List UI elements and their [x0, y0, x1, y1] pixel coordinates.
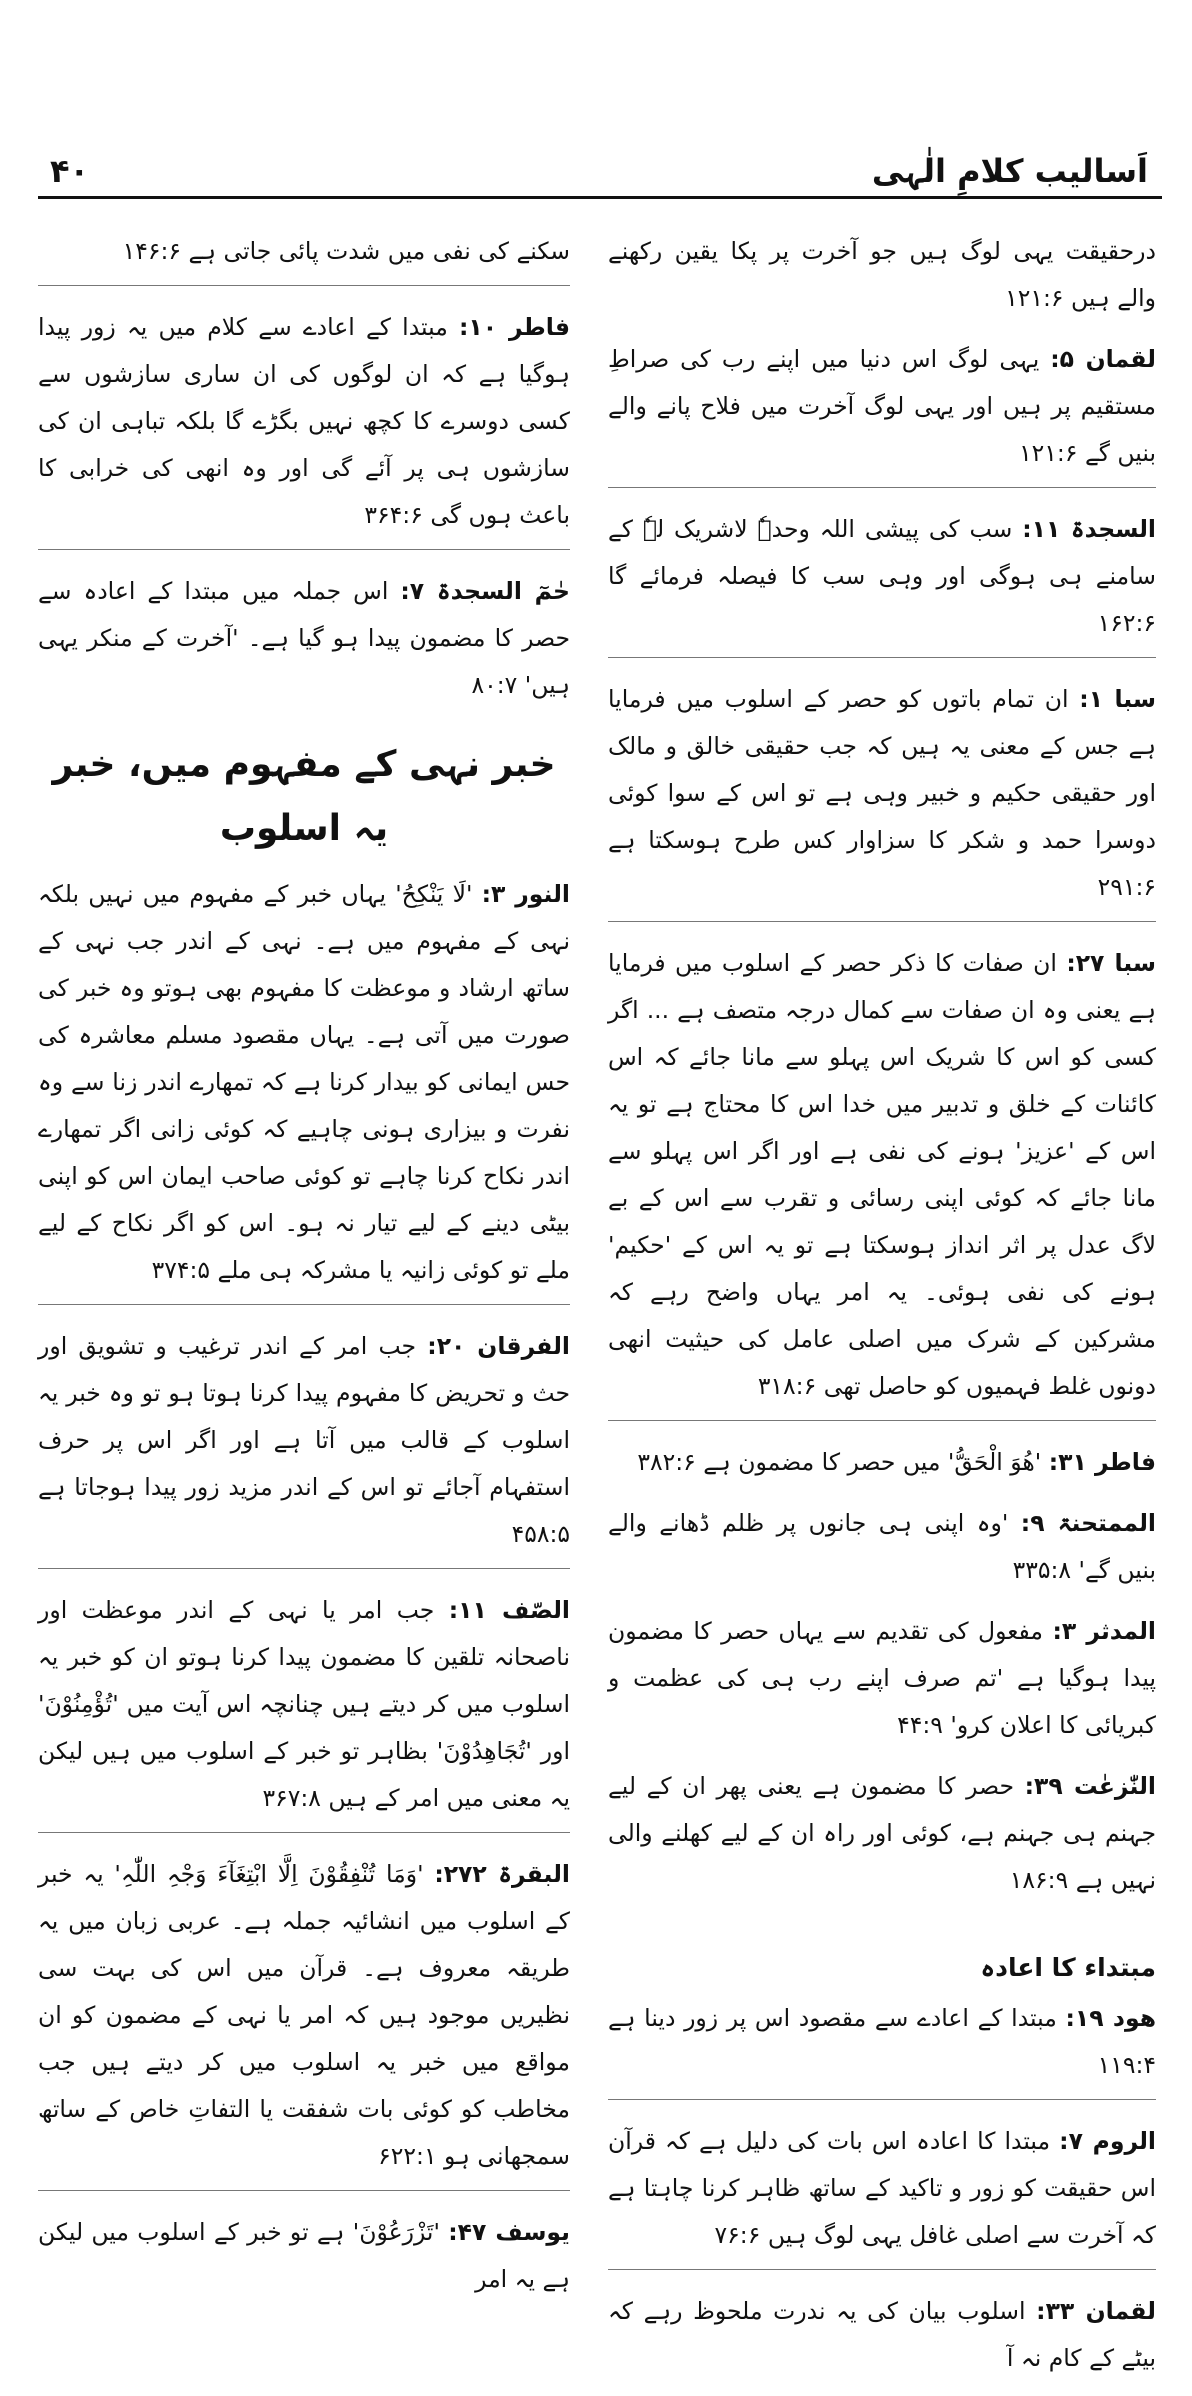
book-title: اَسالیب کلامِ الٰہی: [871, 152, 1148, 190]
paragraph: [38, 871, 570, 1305]
surah-reference: حٰمٓ السجدۃ ۷:: [400, 577, 570, 605]
citation: ۲۹۱:۶: [1097, 873, 1156, 901]
citation: ۳۷۴:۵: [151, 1256, 210, 1284]
paragraph: [608, 2288, 1156, 2382]
citation: ۳۱۸:۶: [757, 1372, 817, 1400]
surah-reference: البقرۃ ۲۷۲:: [434, 1860, 570, 1888]
paragraph: [38, 568, 570, 709]
paragraph-text: ان صفات کا ذکر حصر کے اسلوب میں فرمایا ہے یعنی وہ ان صفات سے کمال درجہ متصف ہے ... اگر کسی کو اس کا شریک اس پہلو سے مانا جائے کہ اس کائنات کے خلق و تدبیر میں خدا اس کا محتاج ہے تو یہ اس کے 'عزیز' ہونے کی نفی ہے اور اگر اس پہلو سے مانا جائے کہ کوئی اپنی رسائی و تقرب سے اس کے بے لاگ عدل پر اثر انداز ہوسکتا ہے تو یہ اس کے 'حکیم' ہونے کی نفی ہوئی۔ یہ امر یہاں واضح رہے کہ مشرکین کے شرک میں اصلی عامل کی حیثیت انھی دونوں غلط فہمیوں کو حاصل تھی: [608, 949, 1156, 1400]
paragraph-text: اس جملہ میں مبتدا کے اعادہ سے حصر کا مضمون پیدا ہو گیا ہے۔ 'آخرت کے منکر یہی ہیں': [38, 577, 570, 699]
citation: ۳۳۵:۸: [1012, 1556, 1072, 1584]
paragraph-text: درحقیقت یہی لوگ ہیں جو آخرت پر پکا یقین رکھنے والے ہیں: [608, 237, 1156, 312]
paragraph-text: مفعول کی تقدیم سے یہاں حصر کا مضمون پیدا ہوگیا ہے 'تم صرف اپنے رب ہی کی عظمت و کبریائی کا اعلان کرو': [608, 1617, 1156, 1739]
header-rule: [38, 196, 1162, 199]
surah-reference: سبا ۲۷:: [1066, 949, 1156, 977]
citation: ۳۶۴:۶: [364, 501, 423, 529]
right-column: [608, 228, 1156, 2396]
citation: ۴۴:۹: [897, 1711, 943, 1739]
paragraph-text: اسلوب بیان کی یہ ندرت ملحوظ رہے کہ بیٹے کے کام نہ آ: [608, 2297, 1156, 2372]
paragraph: [608, 1439, 1156, 1486]
citation: ۱۱۹:۴: [1097, 2051, 1156, 2079]
paragraph: [608, 336, 1156, 488]
citation: ۳۶۷:۸: [262, 1784, 321, 1812]
paragraph-text: سکنے کی نفی میں شدت پائی جاتی ہے: [188, 237, 570, 265]
citation: ۶۲۲:۱: [378, 2142, 437, 2170]
paragraph: [38, 2209, 570, 2303]
paragraph: [608, 1608, 1156, 1749]
paragraph-text: 'تَزْرَعُوْنَ' ہے تو خبر کے اسلوب میں لیکن ہے یہ امر: [38, 2218, 570, 2293]
page-number: ۴۰: [50, 152, 90, 190]
paragraph-text: مبتدا کے اعادے سے کلام میں یہ زور پیدا ہوگیا ہے کہ ان لوگوں کی ان ساری سازشوں سے کسی دوسرے کا کچھ نہیں بگڑے گا بلکہ تباہی ان کی سازشوں ہی پر آئے گی اور وہ انھی کی خرابی کا باعث ہوں گی: [38, 313, 570, 529]
paragraph-text: سب کی پیشی اللہ وحدہٗ لاشریک لہٗ کے سامنے ہی ہوگی اور وہی سب کا فیصلہ فرمائے گا: [608, 515, 1156, 590]
surah-reference: لقمان ۳۳:: [1036, 2297, 1156, 2325]
paragraph-text: 'لَا یَنْکِحُ' یہاں خبر کے مفہوم میں نہیں بلکہ نہی کے مفہوم میں ہے۔ نہی کے اندر جب نہی کے ساتھ ارشاد و موعظت کا مفہوم بھی ہوتو وہ خبر کی صورت میں آتی ہے۔ یہاں مقصود مسلم معاشرہ کی حس ایمانی کو بیدار کرنا ہے کہ تمھارے اندر زنا سے وہ نفرت و بیزاری ہونی چاہیے کہ کوئی زانی اگر تمھارے اندر نکاح کرنا چاہے تو کوئی صاحب ایمان اس کو اپنی بیٹی دینے کے لیے تیار نہ ہو۔ اس کو اگر نکاح کے لیے ملے تو کوئی زانیہ یا مشرکہ ہی ملے: [38, 880, 570, 1284]
surah-reference: السجدۃ ۱۱:: [1022, 515, 1156, 543]
paragraph-text: 'وہ اپنی ہی جانوں پر ظلم ڈھانے والے بنیں گے': [608, 1509, 1156, 1584]
surah-reference: المدثر ۳:: [1052, 1617, 1156, 1645]
page-header: [38, 150, 1154, 190]
paragraph: [38, 304, 570, 550]
paragraph: [608, 676, 1156, 922]
paragraph: [38, 1851, 570, 2191]
paragraph-text: 'وَمَا تُنْفِقُوْنَ اِلَّا ابْتِغَآءَ وَجْہِ اللّٰہِ' یہ خبر کے اسلوب میں انشائیہ جملہ ہے۔ عربی زبان میں یہ طریقہ معروف ہے۔ قرآن میں اس کی بہت سی نظیریں موجود ہیں کہ امر یا نہی کے مضمون کو ان مواقع میں خبر یہ اسلوب میں کر دیتے ہیں جب مخاطب کو کوئی بات شفقت یا التفاتِ خاص کے ساتھ سمجھانی ہو: [38, 1860, 570, 2170]
paragraph: [608, 1763, 1156, 1904]
citation: ۳۸۲:۶: [637, 1448, 696, 1476]
paragraph: [608, 1995, 1156, 2100]
citation: ۸۰:۷: [471, 671, 518, 699]
paragraph-text: مبتدا کا اعادہ اس بات کی دلیل ہے کہ قرآن اس حقیقت کو زور و تاکید کے ساتھ ظاہر کرنا چاہتا ہے کہ آخرت سے اصلی غافل یہی لوگ ہیں: [608, 2127, 1156, 2249]
paragraph: [608, 2118, 1156, 2270]
citation: ۱۲۱:۶: [1005, 284, 1064, 312]
surah-reference: ھود ۱۹:: [1065, 2004, 1156, 2032]
surah-reference: النّٰزعٰت ۳۹:: [1024, 1772, 1156, 1800]
surah-reference: الفرقان ۲۰:: [427, 1332, 570, 1360]
paragraph-text: جب امر یا نہی کے اندر موعظت اور ناصحانہ تلقین کا مضمون پیدا کرنا ہوتو ان کو خبر یہ اسلوب میں کر دیتے ہیں چنانچہ اس آیت میں 'تُؤْمِنُوْنَ' اور 'تُجَاھِدُوْنَ' بظاہر تو خبر کے اسلوب میں ہیں لیکن یہ معنی میں امر کے ہیں: [38, 1596, 570, 1812]
section-subheading: مبتداء کا اعادہ: [980, 1953, 1156, 1982]
paragraph-text: جب امر کے اندر ترغیب و تشویق اور حث و تحریض کا مفہوم پیدا کرنا ہوتا ہو تو وہ خبر یہ اسلوب کے قالب میں آتا ہے اور اگر اس پر حرف استفہام آجائے تو اس کے اندر مزید زور پیدا ہوجاتا ہے: [38, 1332, 570, 1501]
surah-reference: فاطر ۱۰:: [459, 313, 570, 341]
surah-reference: لقمان ۵:: [1050, 345, 1156, 373]
left-column: [38, 228, 570, 2317]
paragraph: [38, 1323, 570, 1569]
citation: ۱۸۶:۹: [1009, 1866, 1069, 1894]
paragraph-text: مبتدا کے اعادے سے مقصود اس پر زور دینا ہے: [608, 2004, 1057, 2032]
surah-reference: الروم ۷:: [1059, 2127, 1156, 2155]
citation: ۱۶۲:۶: [1097, 609, 1156, 637]
section-heading: خبر نہی کے مفہوم میں، خبر یہ اسلوب: [52, 744, 556, 849]
surah-reference: سبا ۱:: [1079, 685, 1156, 713]
paragraph-text: یہی لوگ اس دنیا میں اپنے رب کی صراطِ مستقیم پر ہیں اور یہی لوگ آخرت میں فلاح پانے والے بنیں گے: [608, 345, 1156, 467]
surah-reference: النور ۳:: [481, 880, 570, 908]
paragraph: [38, 228, 570, 286]
paragraph: [38, 1587, 570, 1833]
paragraph-text: ان تمام باتوں کو حصر کے اسلوب میں فرمایا ہے جس کے معنی یہ ہیں کہ جب حقیقی خالق و مالک اور حقیقی حکیم و خبیر وہی ہے تو اس کے سوا کوئی دوسرا حمد و شکر کا سزاوار کس طرح ہوسکتا ہے: [608, 685, 1156, 854]
citation: ۱۴۶:۶: [122, 237, 181, 265]
paragraph: [608, 1500, 1156, 1594]
citation: ۷۶:۶: [714, 2221, 761, 2249]
paragraph: [608, 506, 1156, 658]
paragraph-text: 'ھُوَ الْحَقُّ' میں حصر کا مضمون ہے: [703, 1448, 1042, 1476]
paragraph: [608, 940, 1156, 1421]
surah-reference: الممتحنۃ ۹:: [1020, 1509, 1156, 1537]
surah-reference: الصّف ۱۱:: [448, 1596, 570, 1624]
surah-reference: یوسف ۴۷:: [448, 2218, 570, 2246]
surah-reference: فاطر ۳۱:: [1048, 1448, 1156, 1476]
paragraph-text: حصر کا مضمون ہے یعنی پھر ان کے لیے جہنم ہی جہنم ہے، کوئی اور راہ ان کے لیے کھلنے والی نہیں ہے: [608, 1772, 1156, 1894]
citation: ۱۲۱:۶: [1019, 439, 1078, 467]
citation: ۴۵۸:۵: [511, 1520, 570, 1548]
paragraph: [608, 228, 1156, 322]
